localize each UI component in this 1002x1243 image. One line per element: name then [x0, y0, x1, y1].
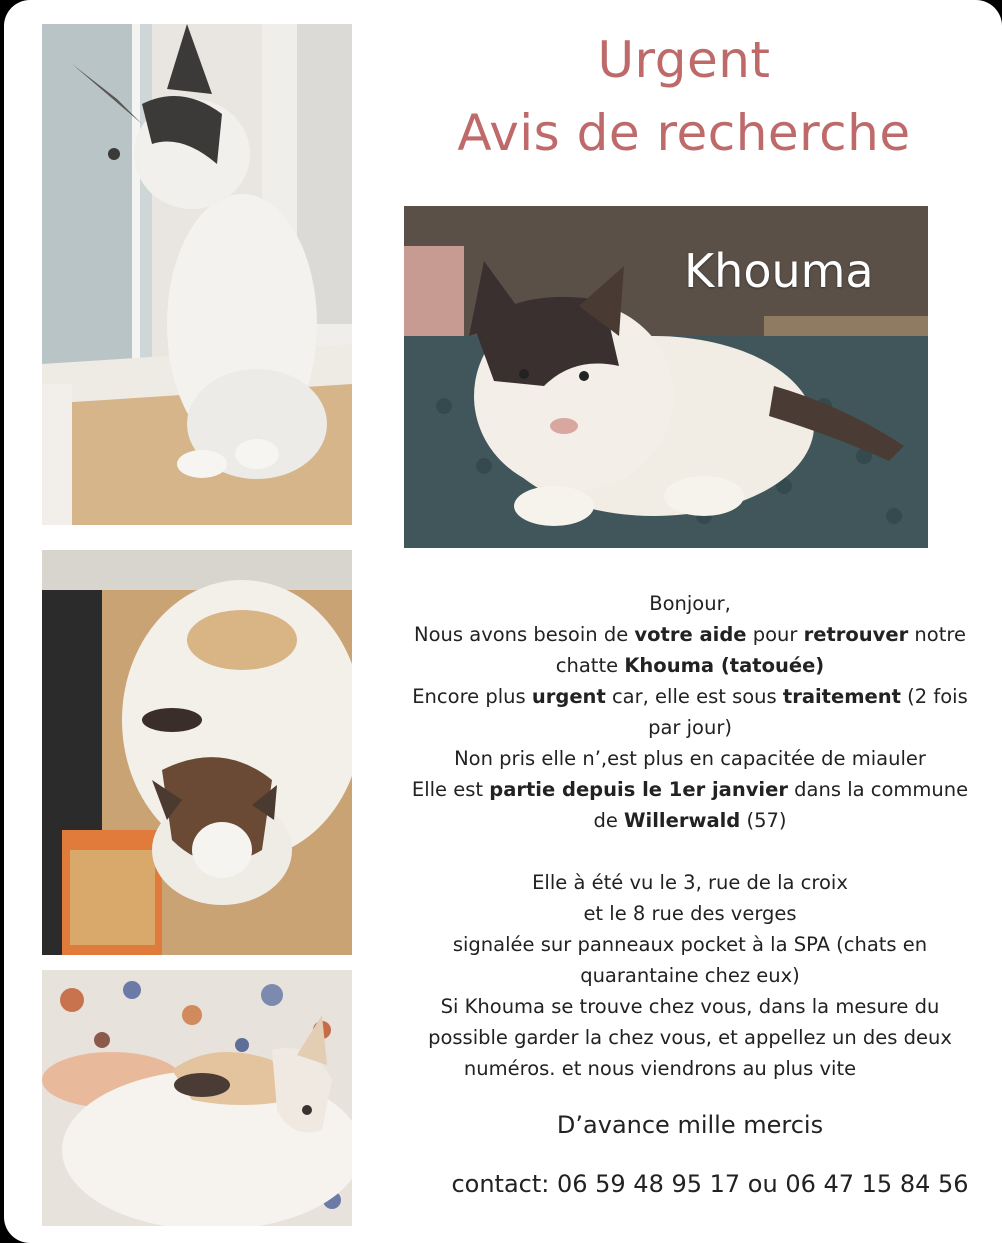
- message-line: et le 8 rue des verges: [583, 902, 797, 925]
- message-line: Elle est partie depuis le 1er janvier dans la commune: [411, 778, 969, 801]
- message-line: chatte Khouma (tatouée): [555, 654, 825, 677]
- message-line: quarantaine chez eux): [580, 964, 800, 987]
- photo-cat-curled: [42, 550, 352, 955]
- message-line: Nous avons besoin de votre aide pour retrouver notre: [414, 623, 966, 646]
- thanks-text: D’avance mille mercis: [556, 1111, 824, 1139]
- message-line: par jour): [648, 716, 732, 739]
- message-line: Encore plus urgent car, elle est sous traitement (2 fois: [412, 685, 968, 708]
- contact-phone-numbers: contact: 06 59 48 95 17 ou 06 47 15 84 56: [451, 1170, 969, 1198]
- message-greeting: Bonjour,: [649, 592, 731, 615]
- photo-cat-floral: [42, 970, 352, 1226]
- message-block-1: [384, 588, 996, 836]
- message-line: Non pris elle n’,est plus en capacitée de miauler: [454, 747, 926, 770]
- title-urgent: Urgent: [597, 31, 771, 89]
- photo-cat-window: [42, 24, 352, 525]
- message-line: Elle à été vu le 3, rue de la croix: [532, 871, 848, 894]
- title-avis-de-recherche: Avis de recherche: [457, 104, 911, 162]
- lost-cat-poster: [4, 0, 1002, 1243]
- cat-name-overlay: Khouma: [684, 244, 874, 298]
- message-block-2: [384, 867, 996, 1084]
- message-line: numéros. et nous viendrons au plus vite: [463, 1057, 857, 1080]
- message-line: Si Khouma se trouve chez vous, dans la mesure du: [440, 995, 940, 1018]
- message-line: possible garder la chez vous, et appellez un des deux: [428, 1026, 952, 1049]
- message-line: de Willerwald (57): [593, 809, 787, 832]
- message-line: signalée sur panneaux pocket à la SPA (chats en: [452, 933, 928, 956]
